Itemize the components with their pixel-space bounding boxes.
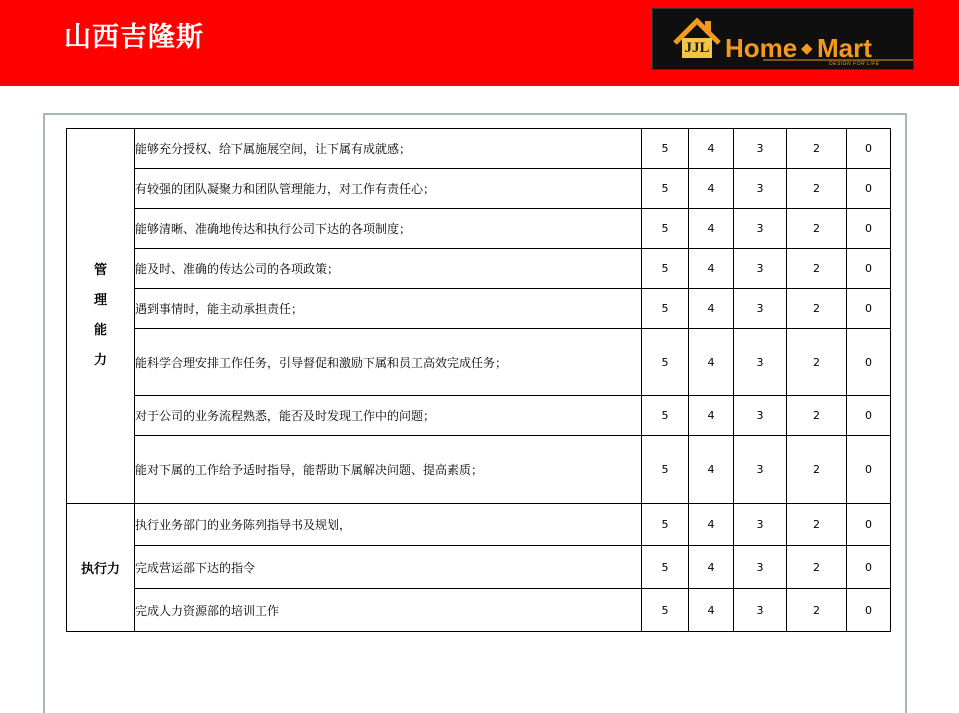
score-3: 3 bbox=[734, 169, 787, 209]
score-2: 2 bbox=[787, 546, 847, 589]
criterion-text: 执行业务部门的业务陈列指导书及规划， bbox=[135, 504, 642, 546]
score-3: 3 bbox=[734, 546, 787, 589]
criterion-text: 能对下属的工作给予适时指导，能帮助下属解决问题、提高素质； bbox=[135, 436, 642, 504]
category-execution-ability: 执行力 bbox=[67, 504, 135, 632]
criterion-text: 有较强的团队凝聚力和团队管理能力，对工作有责任心； bbox=[135, 169, 642, 209]
table-row bbox=[67, 249, 891, 289]
score-0: 0 bbox=[847, 169, 891, 209]
score-0: 0 bbox=[847, 329, 891, 396]
score-4: 4 bbox=[689, 209, 734, 249]
score-3: 3 bbox=[734, 504, 787, 546]
criterion-text: 能及时、准确的传达公司的各项政策； bbox=[135, 249, 642, 289]
score-3: 3 bbox=[734, 129, 787, 169]
score-3: 3 bbox=[734, 249, 787, 289]
score-3: 3 bbox=[734, 396, 787, 436]
score-4: 4 bbox=[689, 329, 734, 396]
score-3: 3 bbox=[734, 289, 787, 329]
home-mart-logo bbox=[652, 8, 914, 70]
score-0: 0 bbox=[847, 504, 891, 546]
table-row bbox=[67, 329, 891, 396]
header-bar bbox=[0, 0, 959, 86]
score-4: 4 bbox=[689, 289, 734, 329]
score-0: 0 bbox=[847, 436, 891, 504]
page-title: 山西吉隆斯 bbox=[64, 22, 204, 53]
score-5: 5 bbox=[642, 129, 689, 169]
criterion-text: 对于公司的业务流程熟悉，能否及时发现工作中的问题； bbox=[135, 396, 642, 436]
score-2: 2 bbox=[787, 249, 847, 289]
score-3: 3 bbox=[734, 329, 787, 396]
score-5: 5 bbox=[642, 436, 689, 504]
table-row bbox=[67, 209, 891, 249]
table-row bbox=[67, 129, 891, 169]
logo-word-mart: Mart bbox=[817, 33, 872, 63]
score-2: 2 bbox=[787, 396, 847, 436]
category-char: 能 bbox=[93, 323, 107, 338]
score-5: 5 bbox=[642, 249, 689, 289]
criterion-text: 完成营运部下达的指令 bbox=[135, 546, 642, 589]
score-5: 5 bbox=[642, 329, 689, 396]
logo-tagline: DESIGN FOR LIFE bbox=[829, 61, 880, 67]
score-2: 2 bbox=[787, 289, 847, 329]
score-2: 2 bbox=[787, 589, 847, 632]
criterion-text: 遇到事情时，能主动承担责任； bbox=[135, 289, 642, 329]
logo-word-home: Home bbox=[725, 33, 798, 63]
score-4: 4 bbox=[689, 436, 734, 504]
score-0: 0 bbox=[847, 396, 891, 436]
score-5: 5 bbox=[642, 396, 689, 436]
score-4: 4 bbox=[689, 504, 734, 546]
score-0: 0 bbox=[847, 589, 891, 632]
score-2: 2 bbox=[787, 169, 847, 209]
score-2: 2 bbox=[787, 209, 847, 249]
table-row bbox=[67, 396, 891, 436]
score-2: 2 bbox=[787, 129, 847, 169]
table-row bbox=[67, 546, 891, 589]
score-5: 5 bbox=[642, 169, 689, 209]
table-row bbox=[67, 504, 891, 546]
evaluation-table bbox=[66, 128, 891, 632]
criterion-text: 能够充分授权、给下属施展空间，让下属有成就感； bbox=[135, 129, 642, 169]
category-management-ability bbox=[67, 129, 135, 504]
score-5: 5 bbox=[642, 504, 689, 546]
table-row bbox=[67, 169, 891, 209]
criterion-text: 能科学合理安排工作任务，引导督促和激励下属和员工高效完成任务； bbox=[135, 329, 642, 396]
score-2: 2 bbox=[787, 504, 847, 546]
logo-monogram: JJL bbox=[682, 38, 712, 58]
score-4: 4 bbox=[689, 396, 734, 436]
score-0: 0 bbox=[847, 129, 891, 169]
score-4: 4 bbox=[689, 546, 734, 589]
table-row bbox=[67, 436, 891, 504]
score-3: 3 bbox=[734, 436, 787, 504]
score-5: 5 bbox=[642, 209, 689, 249]
score-5: 5 bbox=[642, 289, 689, 329]
score-4: 4 bbox=[689, 169, 734, 209]
score-0: 0 bbox=[847, 209, 891, 249]
score-4: 4 bbox=[689, 129, 734, 169]
score-4: 4 bbox=[689, 249, 734, 289]
score-0: 0 bbox=[847, 249, 891, 289]
criterion-text: 完成人力资源部的培训工作 bbox=[135, 589, 642, 632]
category-char: 力 bbox=[93, 353, 107, 368]
score-0: 0 bbox=[847, 546, 891, 589]
score-3: 3 bbox=[734, 209, 787, 249]
category-char: 理 bbox=[93, 293, 107, 308]
table-row bbox=[67, 289, 891, 329]
score-2: 2 bbox=[787, 436, 847, 504]
category-char: 管 bbox=[93, 263, 107, 278]
score-5: 5 bbox=[642, 589, 689, 632]
score-5: 5 bbox=[642, 546, 689, 589]
score-3: 3 bbox=[734, 589, 787, 632]
table-row bbox=[67, 589, 891, 632]
score-4: 4 bbox=[689, 589, 734, 632]
score-2: 2 bbox=[787, 329, 847, 396]
diamond-icon: ◆ bbox=[801, 39, 813, 57]
criterion-text: 能够清晰、准确地传达和执行公司下达的各项制度； bbox=[135, 209, 642, 249]
score-0: 0 bbox=[847, 289, 891, 329]
